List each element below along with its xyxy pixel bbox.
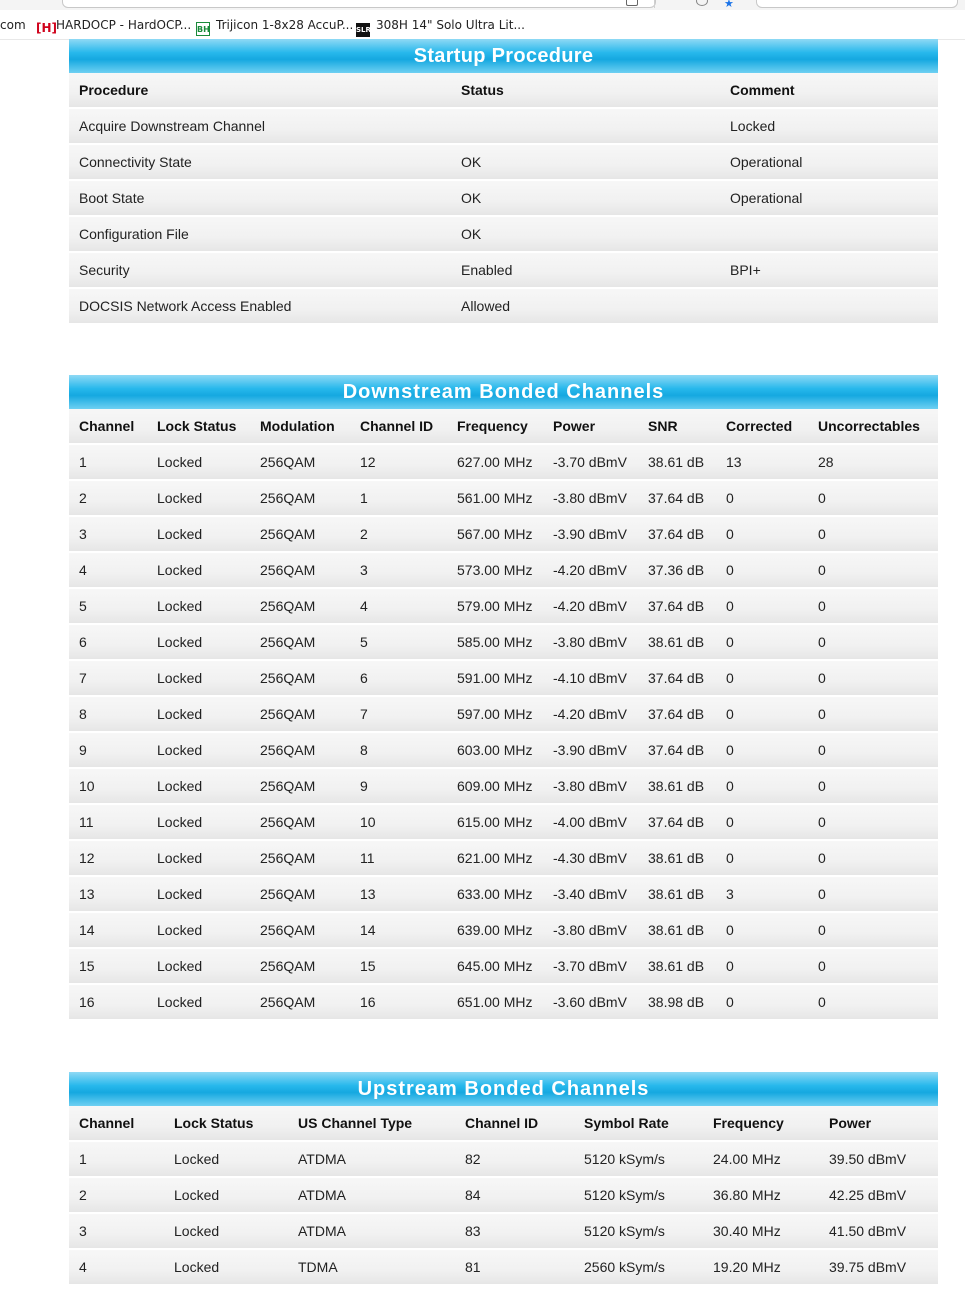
table-cell: Locked (147, 805, 250, 841)
table-cell: 0 (808, 769, 938, 805)
table-cell: 0 (808, 625, 938, 661)
table-row (69, 661, 938, 697)
table-cell: OK (451, 217, 720, 253)
table-cell: 3 (69, 517, 147, 553)
table-cell: 3 (350, 553, 447, 589)
column-header: Status (451, 73, 720, 109)
bookmark-label: HARDOCP - HardOCP... (56, 18, 192, 32)
table-cell: 1 (69, 1142, 164, 1178)
table-cell: 36.80 MHz (703, 1178, 819, 1214)
table-cell: 256QAM (250, 625, 350, 661)
table-cell: 0 (716, 805, 808, 841)
table-cell: 12 (350, 445, 447, 481)
bookmark-label: Trijicon 1-8x28 AccuP... (216, 18, 354, 32)
table-cell: Configuration File (69, 217, 451, 253)
table-cell: 0 (716, 733, 808, 769)
table-cell: TDMA (288, 1250, 455, 1286)
table-row (69, 1142, 938, 1178)
table-cell: Locked (164, 1142, 288, 1178)
table-cell: OK (451, 181, 720, 217)
table-cell: 256QAM (250, 697, 350, 733)
table-cell: 0 (716, 949, 808, 985)
table-cell: 39.75 dBmV (819, 1250, 938, 1286)
table-cell (451, 109, 720, 145)
table-cell: Locked (164, 1178, 288, 1214)
table-row (69, 145, 938, 181)
table-cell: Locked (147, 625, 250, 661)
table-cell: 567.00 MHz (447, 517, 543, 553)
table-cell: 0 (808, 985, 938, 1021)
table-cell: 0 (808, 517, 938, 553)
column-header: Symbol Rate (574, 1106, 703, 1142)
table-cell: 0 (808, 697, 938, 733)
table-cell: 573.00 MHz (447, 553, 543, 589)
table-cell: 256QAM (250, 913, 350, 949)
table-cell: 4 (350, 589, 447, 625)
table-cell: 0 (716, 553, 808, 589)
table-cell: Locked (147, 949, 250, 985)
browser-toolbar (0, 0, 965, 10)
hardocp-icon: [H] (36, 21, 58, 35)
table-cell: 639.00 MHz (447, 913, 543, 949)
table-cell: 256QAM (250, 985, 350, 1021)
column-header: Lock Status (147, 409, 250, 445)
table-cell: 14 (350, 913, 447, 949)
table-cell: 41.50 dBmV (819, 1214, 938, 1250)
table-row (69, 1250, 938, 1286)
table-cell: -3.90 dBmV (543, 517, 638, 553)
table-cell: -3.70 dBmV (543, 445, 638, 481)
table-row (69, 949, 938, 985)
table-cell: -4.20 dBmV (543, 697, 638, 733)
table-row (69, 289, 938, 325)
table-cell: Locked (147, 913, 250, 949)
table-cell: 0 (716, 481, 808, 517)
table-cell: -3.40 dBmV (543, 877, 638, 913)
table-cell: Locked (147, 481, 250, 517)
table-cell: OK (451, 145, 720, 181)
column-header: Comment (720, 73, 938, 109)
table-cell: 6 (69, 625, 147, 661)
table-cell: 37.64 dB (638, 733, 716, 769)
table-cell: 579.00 MHz (447, 589, 543, 625)
table-cell: 2560 kSym/s (574, 1250, 703, 1286)
table-row (69, 553, 938, 589)
table-cell: 37.36 dB (638, 553, 716, 589)
table-cell (720, 289, 938, 325)
table-cell: 0 (808, 481, 938, 517)
table-cell: 5120 kSym/s (574, 1214, 703, 1250)
table-cell: 256QAM (250, 805, 350, 841)
table-cell: Operational (720, 145, 938, 181)
table-cell: 0 (716, 985, 808, 1021)
table-cell: 591.00 MHz (447, 661, 543, 697)
header-row (69, 73, 938, 109)
table-cell: 0 (716, 769, 808, 805)
table-cell: 7 (69, 661, 147, 697)
address-bar[interactable] (62, 0, 656, 8)
table-cell: 0 (716, 841, 808, 877)
table-cell: 3 (716, 877, 808, 913)
table-row (69, 697, 938, 733)
column-header: Frequency (703, 1106, 819, 1142)
table-cell: 256QAM (250, 517, 350, 553)
table-cell: 5 (350, 625, 447, 661)
table-cell: 16 (350, 985, 447, 1021)
table-cell: 16 (69, 985, 147, 1021)
table-cell: -4.10 dBmV (543, 661, 638, 697)
table-cell: Locked (147, 445, 250, 481)
bookmarks-bar (0, 10, 965, 40)
table-cell: 11 (69, 805, 147, 841)
table-row (69, 1178, 938, 1214)
table-cell: 256QAM (250, 949, 350, 985)
table-cell: 38.61 dB (638, 949, 716, 985)
bookmark-prefix[interactable]: com (0, 18, 26, 32)
table-cell: 0 (808, 949, 938, 985)
table-cell: 30.40 MHz (703, 1214, 819, 1250)
table-cell: 609.00 MHz (447, 769, 543, 805)
table-cell: 12 (69, 841, 147, 877)
table-row (69, 877, 938, 913)
table-cell: 9 (69, 733, 147, 769)
startup-procedure-section (69, 39, 938, 325)
table-cell: 5120 kSym/s (574, 1142, 703, 1178)
table-cell: 597.00 MHz (447, 697, 543, 733)
column-header: Procedure (69, 73, 451, 109)
table-cell: 38.98 dB (638, 985, 716, 1021)
table-cell: 37.64 dB (638, 661, 716, 697)
table-cell: 2 (69, 481, 147, 517)
table-cell: Locked (147, 553, 250, 589)
toolbar-divider (654, 0, 655, 8)
table-cell: 6 (350, 661, 447, 697)
table-cell: Locked (147, 985, 250, 1021)
table-cell: 37.64 dB (638, 697, 716, 733)
section-title: Downstream Bonded Channels (69, 375, 938, 409)
table-cell: 81 (455, 1250, 574, 1286)
column-header: Frequency (447, 409, 543, 445)
search-bar[interactable] (756, 0, 958, 8)
section-title: Upstream Bonded Channels (69, 1072, 938, 1106)
bookmark-star-icon[interactable]: ★ (724, 0, 734, 10)
table-cell: Operational (720, 181, 938, 217)
table-cell: 5120 kSym/s (574, 1178, 703, 1214)
header-row (69, 409, 938, 445)
table-cell: 256QAM (250, 589, 350, 625)
table-cell: 2 (350, 517, 447, 553)
column-header: US Channel Type (288, 1106, 455, 1142)
table-cell: 83 (455, 1214, 574, 1250)
table-cell: 615.00 MHz (447, 805, 543, 841)
bookmark-308h[interactable] (356, 17, 525, 33)
table-row (69, 625, 938, 661)
table-cell: -3.80 dBmV (543, 913, 638, 949)
table-cell: 0 (716, 913, 808, 949)
table-cell: 37.64 dB (638, 517, 716, 553)
table-cell: 0 (808, 877, 938, 913)
table-cell: Locked (147, 697, 250, 733)
bh-icon: BH (196, 22, 210, 36)
table-row (69, 253, 938, 289)
table-cell: Locked (147, 517, 250, 553)
slr-icon: SLR (356, 23, 370, 37)
table-row (69, 181, 938, 217)
table-row (69, 805, 938, 841)
table-cell: 256QAM (250, 841, 350, 877)
table-cell: 13 (69, 877, 147, 913)
table-row (69, 589, 938, 625)
table-cell: -4.30 dBmV (543, 841, 638, 877)
table-cell: 0 (808, 805, 938, 841)
table-cell: 5 (69, 589, 147, 625)
table-row (69, 841, 938, 877)
table-cell: -4.20 dBmV (543, 589, 638, 625)
table-row (69, 913, 938, 949)
table-cell: 0 (808, 733, 938, 769)
table-cell: 24.00 MHz (703, 1142, 819, 1178)
table-cell: 633.00 MHz (447, 877, 543, 913)
table-row (69, 733, 938, 769)
column-header: SNR (638, 409, 716, 445)
table-cell: 4 (69, 1250, 164, 1286)
header-row (69, 1106, 938, 1142)
table-cell: 11 (350, 841, 447, 877)
table-cell: 256QAM (250, 553, 350, 589)
table-cell: 38.61 dB (638, 769, 716, 805)
table-row (69, 985, 938, 1021)
column-header: Channel (69, 1106, 164, 1142)
table-cell: -4.00 dBmV (543, 805, 638, 841)
table-cell: -3.80 dBmV (543, 769, 638, 805)
table-cell: 0 (808, 841, 938, 877)
table-cell: 651.00 MHz (447, 985, 543, 1021)
table-cell: 37.64 dB (638, 481, 716, 517)
table-cell: -4.20 dBmV (543, 553, 638, 589)
table-row (69, 109, 938, 145)
table-cell: 256QAM (250, 769, 350, 805)
table-cell: Connectivity State (69, 145, 451, 181)
table-cell: Locked (147, 841, 250, 877)
column-header: Modulation (250, 409, 350, 445)
upstream-section (69, 1072, 938, 1286)
table-cell (720, 217, 938, 253)
table-row (69, 517, 938, 553)
table-cell: 84 (455, 1178, 574, 1214)
section-title: Startup Procedure (69, 39, 938, 73)
column-header: Channel ID (350, 409, 447, 445)
table-cell: 82 (455, 1142, 574, 1178)
table-cell: 0 (808, 661, 938, 697)
table-cell: 256QAM (250, 481, 350, 517)
table-cell: 13 (716, 445, 808, 481)
table-cell: 15 (350, 949, 447, 985)
table-cell: 7 (350, 697, 447, 733)
table-cell: Locked (147, 769, 250, 805)
table-cell: 0 (716, 697, 808, 733)
reader-view-icon[interactable] (626, 0, 638, 6)
table-cell: 561.00 MHz (447, 481, 543, 517)
table-cell: Locked (164, 1250, 288, 1286)
bookmark-trijicon[interactable] (196, 17, 353, 33)
table-cell: 4 (69, 553, 147, 589)
table-cell: 8 (69, 697, 147, 733)
table-cell: 0 (716, 517, 808, 553)
table-cell: 38.61 dB (638, 625, 716, 661)
table-cell: 39.50 dBmV (819, 1142, 938, 1178)
table-cell: 28 (808, 445, 938, 481)
table-cell: 585.00 MHz (447, 625, 543, 661)
table-cell: 14 (69, 913, 147, 949)
table-cell: 645.00 MHz (447, 949, 543, 985)
table-cell: -3.70 dBmV (543, 949, 638, 985)
table-cell: 38.61 dB (638, 877, 716, 913)
table-cell: 37.64 dB (638, 805, 716, 841)
table-cell: Enabled (451, 253, 720, 289)
upstream-table (69, 1106, 938, 1286)
bookmark-hardocp[interactable] (36, 17, 191, 33)
table-cell: Locked (147, 589, 250, 625)
table-cell: 0 (808, 589, 938, 625)
table-row (69, 481, 938, 517)
table-cell: 256QAM (250, 445, 350, 481)
table-cell: 42.25 dBmV (819, 1178, 938, 1214)
table-cell: Locked (164, 1214, 288, 1250)
column-header: Power (819, 1106, 938, 1142)
table-cell: 603.00 MHz (447, 733, 543, 769)
table-row (69, 1214, 938, 1250)
table-row (69, 217, 938, 253)
table-cell: 0 (808, 913, 938, 949)
downstream-table (69, 409, 938, 1021)
table-cell: 0 (716, 661, 808, 697)
table-cell: Boot State (69, 181, 451, 217)
table-cell: Locked (147, 733, 250, 769)
table-cell: -3.60 dBmV (543, 985, 638, 1021)
table-cell: Locked (147, 877, 250, 913)
table-cell: 2 (69, 1178, 164, 1214)
table-cell: 38.61 dB (638, 913, 716, 949)
table-cell: 38.61 dB (638, 841, 716, 877)
bookmark-label: 308H 14" Solo Ultra Lit... (376, 18, 525, 32)
table-cell: 621.00 MHz (447, 841, 543, 877)
table-cell: 256QAM (250, 733, 350, 769)
table-cell: BPI+ (720, 253, 938, 289)
table-cell: ATDMA (288, 1142, 455, 1178)
table-cell: 3 (69, 1214, 164, 1250)
table-cell: 38.61 dB (638, 445, 716, 481)
table-cell: 10 (69, 769, 147, 805)
table-cell: Acquire Downstream Channel (69, 109, 451, 145)
column-header: Uncorrectables (808, 409, 938, 445)
table-cell: -3.80 dBmV (543, 481, 638, 517)
extension-icon[interactable] (696, 0, 708, 6)
table-cell: 8 (350, 733, 447, 769)
table-cell: 37.64 dB (638, 589, 716, 625)
table-cell: 0 (716, 589, 808, 625)
table-cell: 1 (69, 445, 147, 481)
table-cell: 10 (350, 805, 447, 841)
table-cell: -3.90 dBmV (543, 733, 638, 769)
table-cell: Allowed (451, 289, 720, 325)
table-cell: DOCSIS Network Access Enabled (69, 289, 451, 325)
table-cell: Security (69, 253, 451, 289)
table-cell: ATDMA (288, 1178, 455, 1214)
column-header: Channel ID (455, 1106, 574, 1142)
table-cell: 19.20 MHz (703, 1250, 819, 1286)
table-cell: -3.80 dBmV (543, 625, 638, 661)
downstream-section (69, 375, 938, 1021)
table-cell: 0 (808, 553, 938, 589)
table-cell: 0 (716, 625, 808, 661)
table-cell: 1 (350, 481, 447, 517)
startup-table (69, 73, 938, 325)
table-cell: 627.00 MHz (447, 445, 543, 481)
table-cell: Locked (720, 109, 938, 145)
table-cell: ATDMA (288, 1214, 455, 1250)
table-cell: 9 (350, 769, 447, 805)
table-cell: 256QAM (250, 661, 350, 697)
table-cell: 256QAM (250, 877, 350, 913)
table-row (69, 769, 938, 805)
table-cell: 15 (69, 949, 147, 985)
column-header: Corrected (716, 409, 808, 445)
column-header: Channel (69, 409, 147, 445)
table-cell: Locked (147, 661, 250, 697)
table-row (69, 445, 938, 481)
column-header: Lock Status (164, 1106, 288, 1142)
column-header: Power (543, 409, 638, 445)
table-cell: 13 (350, 877, 447, 913)
